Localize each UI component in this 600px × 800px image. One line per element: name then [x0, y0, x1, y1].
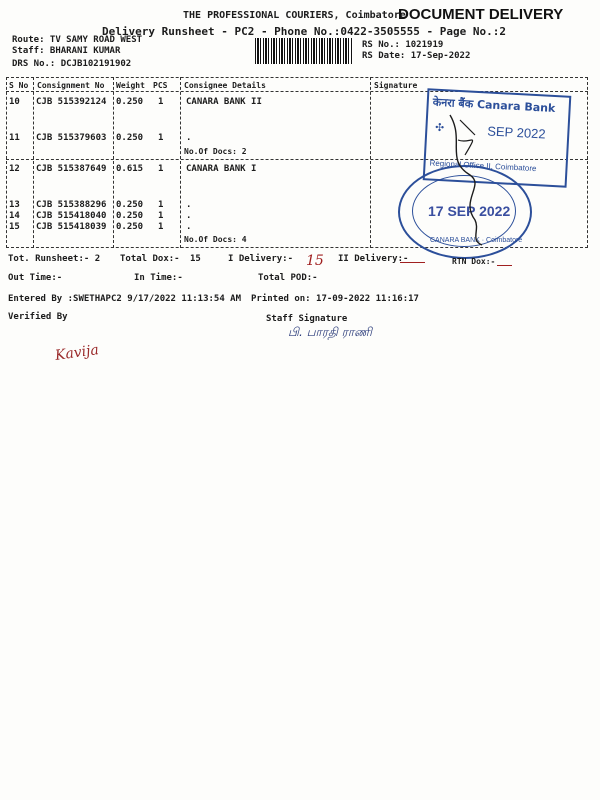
rtn-dox-label: RTN Dox:-: [452, 257, 496, 266]
row-15-weight: 0.250: [116, 222, 144, 232]
row-15-details: .: [186, 222, 192, 232]
ii-delivery-dash: [400, 262, 425, 263]
company-name: THE PROFESSIONAL COURIERS, Coimbatore: [183, 10, 406, 21]
i-delivery-label: I Delivery:-: [228, 254, 294, 264]
verified-by-signature: Kavija: [54, 342, 100, 364]
staff-signature: பி. பாரதி ராணி: [288, 325, 372, 339]
rs-number: RS No.: 1021919: [362, 40, 444, 50]
total-dox-label: Total Dox:-: [120, 254, 180, 264]
in-time: In Time:-: [134, 273, 183, 283]
row-10-sno: 10: [9, 97, 20, 107]
table-right-rule: [587, 77, 588, 248]
row-11-consignment: CJB 515379603: [36, 133, 107, 143]
docs-note-2: No.Of Docs: 4: [184, 235, 247, 244]
row-11-pcs: 1: [158, 133, 164, 143]
bank-stamp-office: Regional Office II, Coimbatore: [429, 158, 537, 174]
total-runsheet: Tot. Runsheet:- 2: [8, 254, 101, 264]
row-11-weight: 0.250: [116, 133, 144, 143]
row-13-pcs: 1: [158, 200, 164, 210]
row-14-weight: 0.250: [116, 211, 144, 221]
rs-date: RS Date: 17-Sep-2022: [362, 51, 471, 61]
row-13-consignment: CJB 515388296: [36, 200, 107, 210]
docs-note-1: No.Of Docs: 2: [184, 147, 247, 156]
bank-stamp-date: SEP 2022: [486, 123, 546, 142]
col-header-signature: Signature: [374, 81, 418, 90]
row-14-pcs: 1: [158, 211, 164, 221]
out-time: Out Time:-: [8, 273, 63, 283]
row-12-details: CANARA BANK I: [186, 164, 257, 174]
round-stamp-text: CANARA BANK · Coimbatore: [430, 237, 523, 244]
total-pod: Total POD:-: [258, 273, 318, 283]
row-10-weight: 0.250: [116, 97, 144, 107]
row-13-sno: 13: [9, 200, 20, 210]
row-15-pcs: 1: [158, 222, 164, 232]
table-left-rule: [6, 77, 7, 248]
bank-logo-icon: ✣: [435, 118, 445, 136]
row-15-sno: 15: [9, 222, 20, 232]
col-rule-4: [370, 77, 371, 248]
rtn-dox-dash: [497, 265, 512, 266]
row-15-consignment: CJB 515418039: [36, 222, 107, 232]
row-11-details: .: [186, 133, 192, 143]
row-10-details: CANARA BANK II: [186, 97, 262, 107]
row-14-details: .: [186, 211, 192, 221]
col-rule-1: [33, 77, 34, 248]
row-11-sno: 11: [9, 133, 20, 143]
i-delivery-handwritten: 15: [306, 253, 324, 269]
staff-signature-label: Staff Signature: [266, 314, 348, 324]
route: Route: TV SAMY ROAD WEST: [12, 35, 143, 45]
table-top-rule: [6, 77, 588, 78]
row-14-sno: 14: [9, 211, 20, 221]
staff: Staff: BHARANI KUMAR: [12, 46, 121, 56]
recipient-signature-scribble: [440, 100, 500, 250]
ii-delivery-label: II Delivery:-: [338, 254, 409, 264]
total-dox-value: 15: [190, 254, 201, 264]
row-12-weight: 0.615: [116, 164, 144, 174]
round-stamp-date: 17 SEP 2022: [428, 203, 511, 219]
barcode: [255, 38, 353, 64]
row-12-sno: 12: [9, 164, 20, 174]
col-rule-3: [180, 77, 181, 248]
row-12-pcs: 1: [158, 164, 164, 174]
printed-on: Printed on: 17-09-2022 11:16:17: [251, 294, 419, 304]
col-header-pcs: PCS: [153, 81, 168, 90]
row-14-consignment: CJB 515418040: [36, 211, 107, 221]
entered-by: Entered By :SWETHAPC2 9/17/2022 11:13:54 AM: [8, 294, 241, 304]
row-10-consignment: CJB 515392124: [36, 97, 107, 107]
col-header-sno: S No: [9, 81, 29, 90]
col-header-consignment: Consignment No: [37, 81, 105, 90]
row-10-pcs: 1: [158, 97, 164, 107]
drs-number: DRS No.: DCJB102191902: [12, 59, 132, 69]
col-header-consignee: Consignee Details: [184, 81, 266, 90]
runsheet-subtitle: Delivery Runsheet - PC2 - Phone No.:0422-3505555 - Page No.:2: [102, 25, 506, 38]
verified-by-label: Verified By: [8, 312, 68, 322]
col-header-weight: Weight: [116, 81, 145, 90]
row-13-weight: 0.250: [116, 200, 144, 210]
row-13-details: .: [186, 200, 192, 210]
bank-stamp-name: केनरा बैंक Canara Bank: [432, 95, 556, 116]
document-delivery-stamp: DOCUMENT DELIVERY: [398, 6, 564, 23]
row-12-consignment: CJB 515387649: [36, 164, 107, 174]
col-rule-2: [113, 77, 114, 248]
